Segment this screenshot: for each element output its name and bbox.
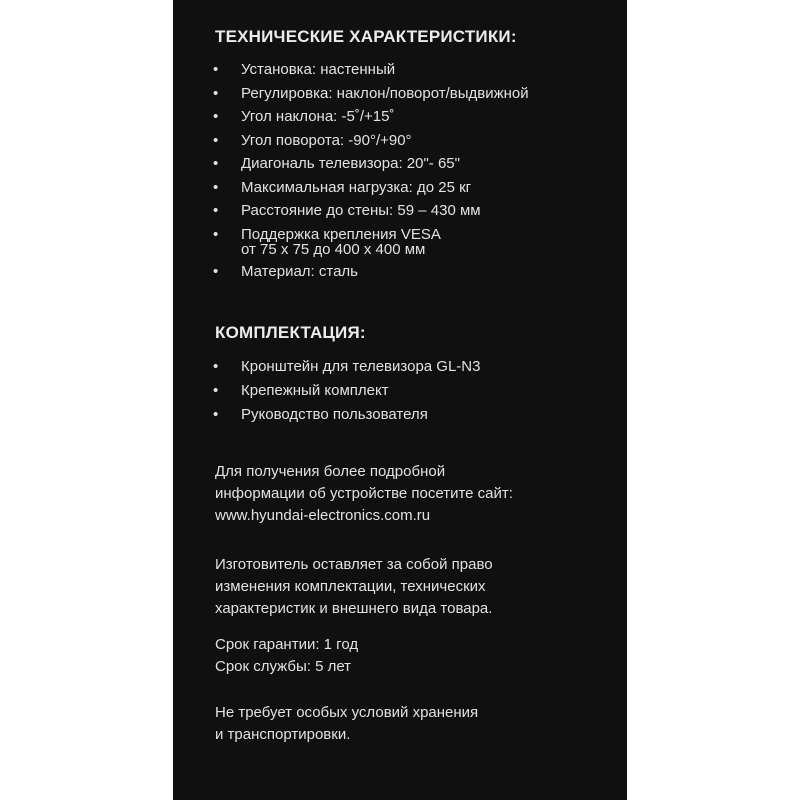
bullet-icon: • (213, 131, 219, 149)
service-life: Срок службы: 5 лет (215, 658, 352, 675)
spec-item (213, 226, 529, 257)
kit-item (213, 382, 480, 399)
spec-item (213, 263, 529, 280)
bullet-icon: • (213, 225, 219, 243)
storage-line: Не требует особых условий хранения (215, 704, 479, 721)
bullet-icon: • (213, 382, 219, 399)
specs-list (213, 61, 529, 287)
spec-item (213, 108, 529, 125)
warranty-info (215, 634, 358, 678)
spec-text: Диагональ телевизора: 20"- 65" (241, 155, 460, 172)
storage-line: и транспортировки. (215, 726, 351, 743)
warranty-period: Срок гарантии: 1 год (215, 636, 359, 653)
kit-text: Руководство пользователя (241, 406, 428, 423)
specification-panel (173, 0, 627, 800)
bullet-icon: • (213, 84, 219, 102)
storage-info (215, 702, 478, 746)
bullet-icon: • (213, 108, 219, 125)
bullet-icon: • (213, 358, 219, 375)
bullet-icon: • (213, 178, 219, 196)
info-line: Для получения более подробной (215, 463, 446, 480)
kit-item (213, 358, 480, 375)
manufacturer-notice (215, 554, 493, 620)
bullet-icon: • (213, 155, 219, 172)
spec-text: Угол поворота: -90°/+90° (241, 131, 412, 149)
spec-text: Расстояние до стены: 59 – 430 мм (241, 202, 481, 219)
spec-text: Максимальная нагрузка: до 25 кг (241, 178, 472, 196)
spec-text: Регулировка: наклон/поворот/выдвижной (241, 84, 529, 102)
bullet-icon: • (213, 263, 219, 280)
kit-text: Крепежный комплект (241, 382, 389, 399)
spec-item (213, 61, 529, 78)
info-line: информации об устройстве посетите сайт: (215, 485, 513, 502)
spec-item (213, 155, 529, 172)
spec-text-continued: от 75 х 75 до 400 х 400 мм (241, 240, 426, 258)
spec-item (213, 132, 529, 149)
notice-line: изменения комплектации, технических (215, 578, 486, 595)
kit-list (213, 358, 480, 430)
spec-text: Угол наклона: -5˚/+15˚ (241, 108, 395, 125)
spec-item (213, 202, 529, 219)
spec-item (213, 85, 529, 102)
kit-heading: КОМПЛЕКТАЦИЯ: (215, 323, 366, 342)
spec-item (213, 179, 529, 196)
notice-line: Изготовитель оставляет за собой право (215, 556, 493, 573)
bullet-icon: • (213, 202, 219, 219)
bullet-icon: • (213, 406, 219, 423)
kit-text: Кронштейн для телевизора GL-N3 (241, 358, 481, 375)
info-paragraph (215, 461, 513, 527)
notice-line: характеристик и внешнего вида товара. (215, 600, 493, 617)
spec-text: Установка: настенный (241, 61, 396, 78)
kit-item (213, 406, 480, 423)
spec-text: Материал: сталь (241, 263, 358, 280)
spec-text: Поддержка крепления VESA (241, 225, 441, 243)
bullet-icon: • (213, 61, 219, 78)
specs-heading: ТЕХНИЧЕСКИЕ ХАРАКТЕРИСТИКИ: (215, 27, 517, 46)
website-link: www.hyundai-electronics.com.ru (215, 507, 431, 524)
